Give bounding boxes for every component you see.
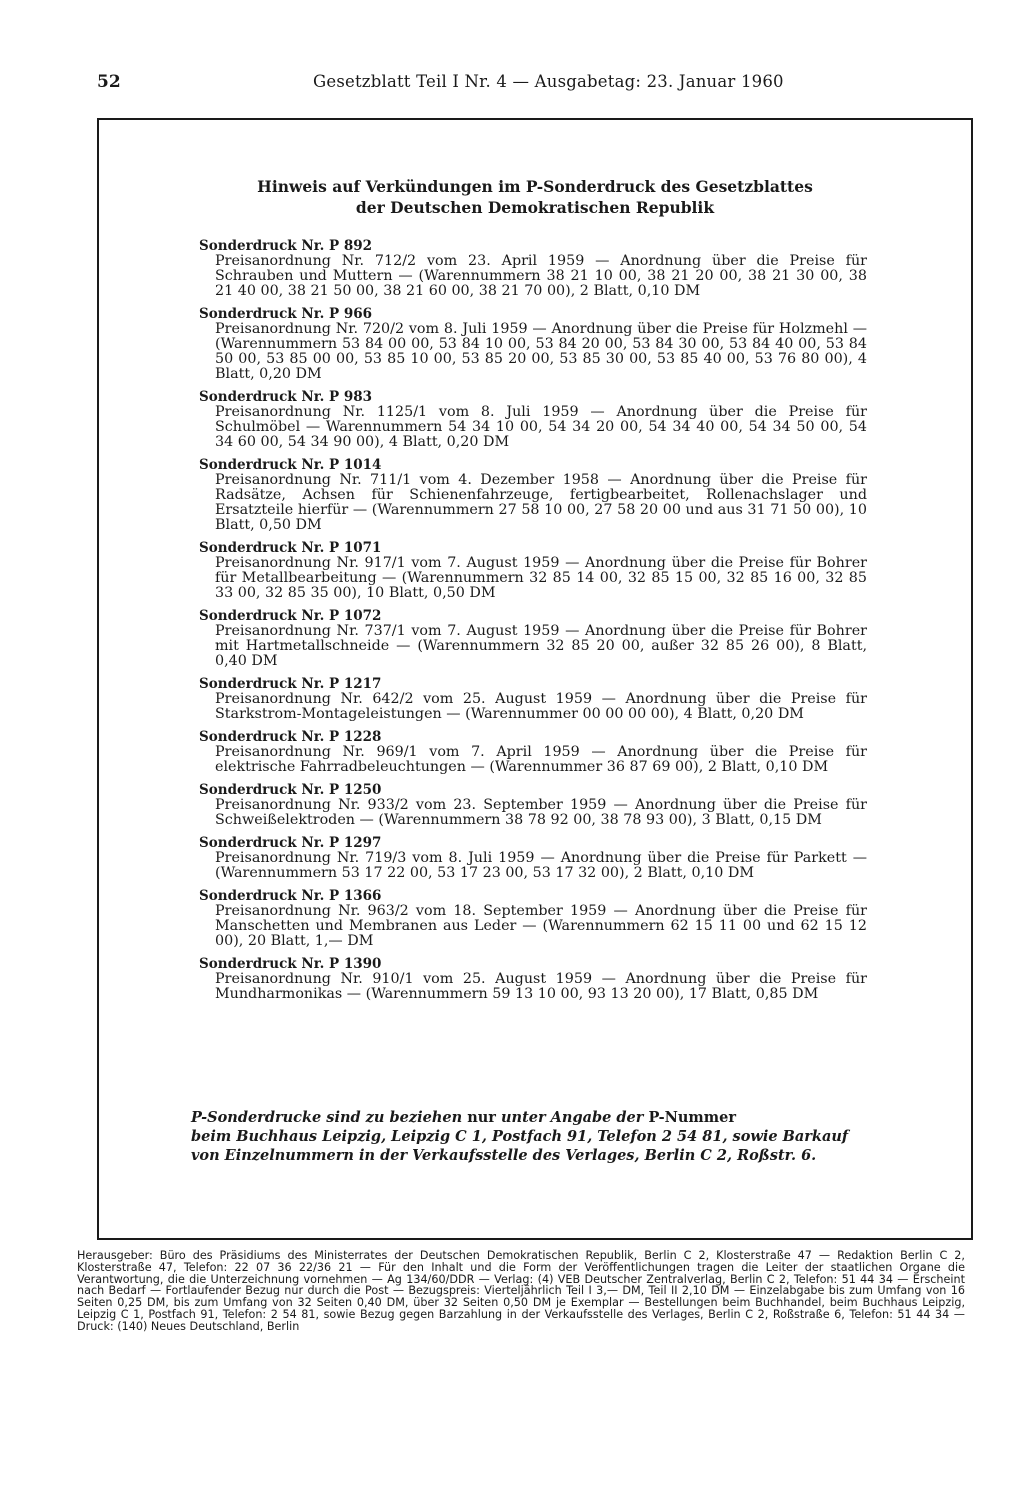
notice-title	[99, 176, 971, 218]
entry-heading: Sonderdruck Nr. P 1072	[199, 608, 382, 624]
page-number: 52	[97, 72, 121, 92]
entry-text: Preisanordnung Nr. 737/1 vom 7. August 1959 — Anordnung über die Preise für Bohrer mit Hartmetallschneide — (Warennummern 32 85 20 00, außer 32 85 26 00), 8 Blatt, 0,40 DM	[215, 623, 867, 669]
entry-text: Preisanordnung Nr. 719/3 vom 8. Juli 1959 — Anordnung über die Preise für Parkett — (Warennummern 53 17 22 00, 53 17 23 00, 53 17 32 00), 2 Blatt, 0,10 DM	[215, 850, 867, 881]
ordering-note-part: P-Sonderdrucke sind zu beziehen	[191, 1109, 468, 1126]
entry-text: Preisanordnung Nr. 720/2 vom 8. Juli 1959 — Anordnung über die Preise für Holzmehl — (Warennummern 53 84 00 00, 53 84 10 00, 53 84 20 00, 53 84 30 00, 53 84 40 00, 53 84 50 00, 53 85 00 00, 53 85 10 00, 53 85 20 00, 53 85 30 00, 53 85 40 00, 53 76 80 00), 4 Blatt, 0,20 DM	[215, 321, 867, 382]
entry-text: Preisanordnung Nr. 963/2 vom 18. September 1959 — Anordnung über die Preise für Manschetten und Membranen aus Leder — (Warennummern 62 15 11 00 und 62 15 12 00), 20 Blatt, 1,— DM	[215, 903, 867, 949]
entry-text: Preisanordnung Nr. 711/1 vom 4. Dezember 1958 — Anordnung über die Preise für Radsätze, Achsen für Schienenfahrzeuge, fertigbearbeitet, Rollenachslager und Ersatzteile hierfür — (Warennummern 27 58 10 00, 27 58 20 00 und aus 31 71 50 00), 10 Blatt, 0,50 DM	[215, 472, 867, 533]
list-item	[199, 238, 867, 299]
running-header	[97, 72, 977, 98]
entry-text: Preisanordnung Nr. 1125/1 vom 8. Juli 1959 — Anordnung über die Preise für Schulmöbel — Warennummern 54 34 10 00, 54 34 20 00, 54 34 40 00, 54 34 50 00, 54 34 60 00, 54 34 90 00), 4 Blatt, 0,20 DM	[215, 404, 867, 450]
list-item	[199, 676, 867, 722]
entry-heading: Sonderdruck Nr. P 1366	[199, 888, 382, 904]
entry-heading: Sonderdruck Nr. P 1071	[199, 540, 382, 556]
entry-heading: Sonderdruck Nr. P 1228	[199, 729, 382, 745]
ordering-note-line-1	[191, 1108, 871, 1127]
publisher-imprint: Herausgeber: Büro des Präsidiums des Ministerrates der Deutschen Demokratischen Republik, Berlin C 2, Klosterstraße 47 — Redaktion Berlin C 2, Klosterstraße 47, Telefon: 22 07 36 22/36 21 — Für den Inhalt und die Form der Veröffentlichungen tragen die Leiter der staatlichen Organe die Verantwortung, die die Unterzeichnung vornehmen — Ag 134/60/DDR — Verlag: (4) VEB Deutscher Zentralverlag, Berlin C 2, Telefon: 51 44 34 — Erscheint nach Bedarf — Fortlaufender Bezug nur durch die Post — Bezugspreis: Vierteljährlich Teil I 3,— DM, Teil II 2,10 DM — Einzelabgabe bis zum Umfang von 16 Seiten 0,25 DM, bis zum Umfang von 32 Seiten 0,40 DM, über 32 Seiten 0,50 DM je Exemplar — Bestellungen beim Buchhandel, beim Buchhaus Leipzig, Leipzig C 1, Postfach 91, Telefon: 2 54 81, sowie Bezug gegen Barzahlung in der Verkaufsstelle des Verlages, Berlin C 2, Roßstraße 6, Telefon: 51 44 34 — Druck: (140) Neues Deutschland, Berlin	[77, 1249, 965, 1333]
list-item	[199, 540, 867, 601]
entry-text: Preisanordnung Nr. 642/2 vom 25. August 1959 — Anordnung über die Preise für Starkstrom-Montageleistungen — (Warennummer 00 00 00 00), 4 Blatt, 0,20 DM	[215, 691, 867, 722]
entry-heading: Sonderdruck Nr. P 983	[199, 389, 372, 405]
entry-text: Preisanordnung Nr. 712/2 vom 23. April 1959 — Anordnung über die Preise für Schrauben und Muttern — (Warennummern 38 21 10 00, 38 21 20 00, 38 21 30 00, 38 21 40 00, 38 21 50 00, 38 21 60 00, 38 21 70 00), 2 Blatt, 0,10 DM	[215, 253, 867, 299]
list-item	[199, 306, 867, 382]
list-item	[199, 457, 867, 533]
entry-heading: Sonderdruck Nr. P 1390	[199, 956, 382, 972]
entry-text: Preisanordnung Nr. 917/1 vom 7. August 1959 — Anordnung über die Preise für Bohrer für Metallbearbeitung — (Warennummern 32 85 14 00, 32 85 15 00, 32 85 16 00, 32 85 33 00, 32 85 35 00), 10 Blatt, 0,50 DM	[215, 555, 867, 601]
notice-frame	[97, 118, 973, 1240]
entry-text: Preisanordnung Nr. 969/1 vom 7. April 1959 — Anordnung über die Preise für elektrische Fahrradbeleuchtungen — (Warennummer 36 87 69 00), 2 Blatt, 0,10 DM	[215, 744, 867, 775]
entry-heading: Sonderdruck Nr. P 1014	[199, 457, 382, 473]
notice-title-line-1: Hinweis auf Verkündungen im P-Sonderdruck des Gesetzblattes	[257, 177, 813, 196]
list-item	[199, 782, 867, 828]
list-item	[199, 888, 867, 949]
entry-heading: Sonderdruck Nr. P 1250	[199, 782, 382, 798]
notice-title-line-2: der Deutschen Demokratischen Republik	[355, 198, 715, 217]
ordering-note-emphasis: P-Nummer	[648, 1109, 736, 1126]
list-item	[199, 389, 867, 450]
ordering-note-part: unter Angabe der	[495, 1109, 649, 1126]
entry-text: Preisanordnung Nr. 933/2 vom 23. September 1959 — Anordnung über die Preise für Schweißelektroden — (Warennummern 38 78 92 00, 38 78 93 00), 3 Blatt, 0,15 DM	[215, 797, 867, 828]
ordering-note-emphasis: nur	[467, 1109, 496, 1126]
header-title: Gesetzblatt Teil I Nr. 4 — Ausgabetag: 23. Januar 1960	[313, 72, 784, 91]
list-item	[199, 956, 867, 1002]
entry-heading: Sonderdruck Nr. P 1217	[199, 676, 382, 692]
entry-heading: Sonderdruck Nr. P 892	[199, 238, 372, 254]
list-item	[199, 729, 867, 775]
ordering-note	[191, 1108, 871, 1165]
ordering-note-line-2: beim Buchhaus Leipzig, Leipzig C 1, Postfach 91, Telefon 2 54 81, sowie Barkauf von Einzelnummern in der Verkaufsstelle des Verlages, Berlin C 2, Roßstr. 6.	[191, 1128, 849, 1164]
entry-heading: Sonderdruck Nr. P 1297	[199, 835, 382, 851]
entry-heading: Sonderdruck Nr. P 966	[199, 306, 372, 322]
list-item	[199, 608, 867, 669]
entry-text: Preisanordnung Nr. 910/1 vom 25. August 1959 — Anordnung über die Preise für Mundharmonikas — (Warennummern 59 13 10 00, 93 13 20 00), 17 Blatt, 0,85 DM	[215, 971, 867, 1002]
list-item	[199, 835, 867, 881]
entry-list	[199, 238, 867, 1009]
